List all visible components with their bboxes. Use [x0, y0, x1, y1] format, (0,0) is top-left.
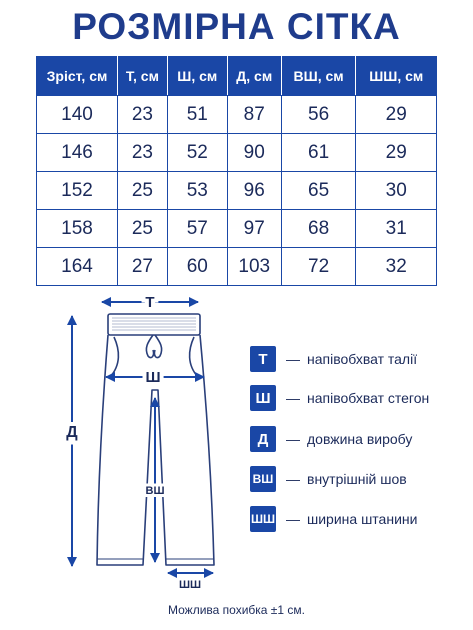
table-cell: 31	[356, 210, 437, 248]
legend-text: ширина штанини	[307, 511, 418, 527]
table-cell: 152	[37, 172, 118, 210]
tolerance-note: Можлива похибка ±1 см.	[168, 603, 305, 617]
table-cell: 23	[118, 96, 168, 134]
table-cell: 146	[37, 134, 118, 172]
legend-item-length	[250, 426, 412, 452]
table-cell: 51	[167, 96, 227, 134]
legend-badge: ШШ	[250, 506, 276, 532]
table-cell: 25	[118, 172, 168, 210]
table-cell: 96	[227, 172, 281, 210]
table-cell: 25	[118, 210, 168, 248]
table-cell: 23	[118, 134, 168, 172]
legend-dash: —	[286, 390, 300, 406]
table-header-row	[37, 57, 437, 96]
table-cell: 140	[37, 96, 118, 134]
legend-text: напівобхват стегон	[307, 390, 430, 406]
table-cell: 60	[167, 248, 227, 286]
table-cell: 52	[167, 134, 227, 172]
table-cell: 87	[227, 96, 281, 134]
legend-badge: Ш	[250, 385, 276, 411]
legend-badge: Д	[250, 426, 276, 452]
table-cell: 29	[356, 96, 437, 134]
page-title: РОЗМІРНА СІТКА	[72, 6, 401, 47]
legend-text: внутрішній шов	[307, 471, 407, 487]
legend-text: довжина виробу	[307, 431, 413, 447]
table-cell: 56	[281, 96, 356, 134]
header-inseam: ВШ, см	[281, 57, 356, 96]
table-cell: 103	[227, 248, 281, 286]
table-cell: 29	[356, 134, 437, 172]
hip-label: Ш	[145, 369, 161, 386]
legend-text: напівобхват талії	[307, 351, 418, 367]
legend-badge: Т	[250, 346, 276, 372]
table-cell: 72	[281, 248, 356, 286]
legend-dash: —	[286, 471, 300, 487]
legend-badge: ВШ	[250, 466, 276, 492]
legend-dash: —	[286, 431, 300, 447]
legend-item-waist	[250, 346, 417, 372]
header-hip: Ш, см	[167, 57, 227, 96]
table-cell: 65	[281, 172, 356, 210]
header-waist: Т, см	[118, 57, 168, 96]
size-table	[36, 56, 437, 286]
waist-label: Т	[145, 294, 155, 311]
legend-item-hip	[250, 385, 429, 411]
header-height: Зріст, см	[37, 57, 118, 96]
leg-width-label: ШШ	[178, 579, 202, 591]
length-label: Д	[66, 424, 78, 441]
table-cell: 68	[281, 210, 356, 248]
table-row	[37, 248, 437, 286]
header-leg-width: ШШ, см	[356, 57, 437, 96]
table-cell: 30	[356, 172, 437, 210]
legend-item-inseam	[250, 466, 407, 492]
table-row	[37, 172, 437, 210]
legend-dash: —	[286, 511, 300, 527]
legend-dash: —	[286, 351, 300, 367]
inseam-label: ВШ	[145, 485, 165, 497]
table-cell: 158	[37, 210, 118, 248]
table-cell: 57	[167, 210, 227, 248]
table-row	[37, 96, 437, 134]
table-row	[37, 210, 437, 248]
table-cell: 32	[356, 248, 437, 286]
table-cell: 97	[227, 210, 281, 248]
table-cell: 90	[227, 134, 281, 172]
legend-item-leg-width	[250, 506, 417, 532]
table-cell: 53	[167, 172, 227, 210]
table-row	[37, 134, 437, 172]
table-cell: 61	[281, 134, 356, 172]
table-cell: 164	[37, 248, 118, 286]
table-cell: 27	[118, 248, 168, 286]
header-length: Д, см	[227, 57, 281, 96]
